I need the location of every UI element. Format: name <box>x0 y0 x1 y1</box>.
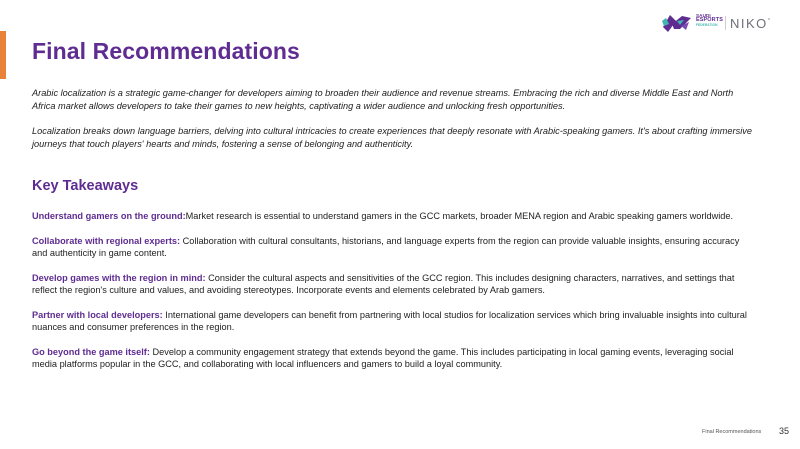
footer-section-label: Final Recommendations <box>702 429 762 435</box>
takeaway-text: Collaboration with cultural consultants, historians, and language experts from the region can provide valuable insights, ensuring accuracy and authenticity in game content. <box>32 235 740 258</box>
takeaway-lead: Go beyond the game itself: <box>32 346 150 357</box>
intro-text <box>32 87 757 163</box>
takeaway-lead: Understand gamers on the ground: <box>32 211 186 221</box>
takeaway-item <box>32 235 752 260</box>
intro-paragraph: Arabic localization is a strategic game-changer for developers aiming to broaden their audience and revenue streams. Embracing the rich and diverse Middle East and North Africa market allows developers to take their games to new heights, captivating a wider audience and unlocking fresh opportunities. <box>32 88 734 111</box>
takeaway-item <box>32 309 752 334</box>
takeaway-text: Market research is essential to understand gamers in the GCC markets, broader MENA region and Arabic speaking gamers worldwide. <box>185 211 734 221</box>
intro-paragraph: Localization breaks down language barriers, delving into cultural intricacies to create experiences that deeply resonate with Arabic-speaking gamers. It's about crafting immersive journeys that touch players' hearts and minds, fostering a sense of belonging and authenticity. <box>32 126 752 149</box>
page-title: Final Recommendations <box>32 38 300 64</box>
takeaway-text: Consider the cultural aspects and sensitivities of the GCC region. This includes designing characters, narratives, and settings that reflect the region's culture and values, and avoiding stereotypes. Incorporate events and elements celebrated by Arab gamers. <box>32 272 735 295</box>
takeaway-item <box>32 210 752 223</box>
takeaway-text: International game developers can benefit from partnering with local studios for localization services which bring invaluable insights into cultural nuances and consumer preferences in the region. <box>32 309 747 332</box>
takeaway-text: Develop a community engagement strategy that extends beyond the game. This includes participating in local gaming events, leveraging social media platforms popular in the GCC, and collaborating with local influencers and gamers to build a loyal community. <box>32 346 734 369</box>
niko-logo: NIKO° <box>730 16 772 31</box>
takeaway-lead: Collaborate with regional experts: <box>32 235 181 246</box>
logo-divider <box>725 16 726 30</box>
key-takeaways-heading: Key Takeaways <box>32 178 139 194</box>
saudi-esports-logo-icon <box>660 12 694 34</box>
accent-bar <box>0 31 6 79</box>
takeaways-list <box>32 210 752 383</box>
page-number: 35 <box>779 426 790 436</box>
saudi-esports-wordmark: SAUDI ESPORTS FEDERATION <box>696 13 723 27</box>
partner-logos <box>660 12 775 36</box>
takeaway-item <box>32 346 752 371</box>
takeaway-lead: Develop games with the region in mind: <box>32 272 206 283</box>
takeaway-item <box>32 272 752 297</box>
takeaway-lead: Partner with local developers: <box>32 309 163 320</box>
